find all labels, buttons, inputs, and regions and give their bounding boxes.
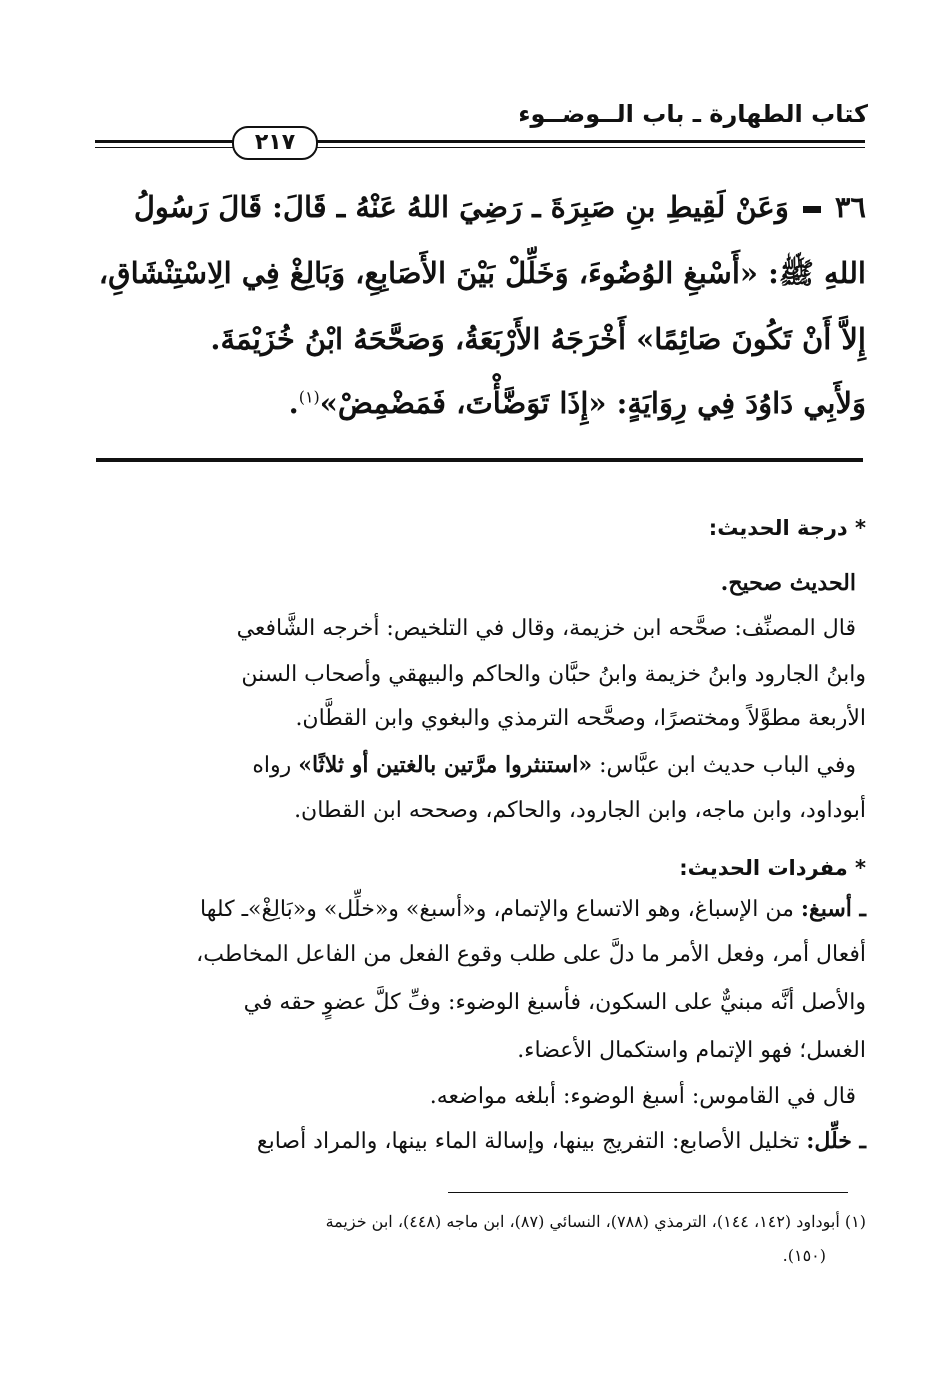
hadith-line-4-text: وَلأَبِي دَاوُدَ فِي رِوَايَةٍ: «إِذَا تَوَضَّأْتَ، فَمَضْمِضْ» — [319, 386, 866, 420]
header-rule-thin — [95, 147, 865, 148]
footnote-line: (١) أبوداود (١٤٢، ١٤٤)، الترمذي (٧٨٨)، النسائي (٨٧)، ابن ماجه (٤٤٨)، ابن خزيمة — [325, 1212, 866, 1231]
vocab-entry-khallil — [257, 1128, 866, 1154]
hadith-line — [134, 190, 866, 224]
hadith-line-3: إِلاَّ أَنْ تَكُونَ صَائِمًا» أَخْرَجَهُ الأَرْبَعَةُ، وَصَحَّحَهُ ابْنُ خُزَيْمَةَ. — [210, 322, 866, 356]
footnote-line: (١٥٠). — [782, 1246, 826, 1265]
running-head: كتاب الطهارة ـ باب الــوضــوء — [518, 100, 868, 128]
grade-line: الأربعة مطوَّلاً ومختصرًا، وصحَّحه الترمذي والبغوي وابن القطَّان. — [295, 706, 866, 731]
bab-intro: وفي الباب حديث ابن عبَّاس: — [592, 753, 856, 778]
grade-verdict: الحديث صحيح. — [720, 570, 856, 596]
hadith-line-2: اللهِ ﷺ: «أَسْبغِ الوُضُوءَ، وَخَلِّلْ بَيْنَ الأَصَابِعِ، وَبَالِغْ فِي الِاسْتِنْشَاقِ، — [98, 256, 866, 290]
vocab-line: الغسل؛ فهو الإتمام واستكمال الأعضاء. — [517, 1038, 866, 1063]
vocab-heading: * مفردات الحديث: — [679, 856, 866, 880]
bab-quote: «استنثروا مرَّتين بالغتين أو ثلاثًا» — [298, 752, 593, 778]
grade-line: قال المصنِّف: صحَّحه ابن خزيمة، وقال في التلخيص: أخرجه الشَّافعي — [236, 616, 856, 641]
vocab-term: ـ خلِّل: — [806, 1128, 866, 1154]
vocab-entry-asbigh — [200, 896, 866, 922]
vocab-definition: تخليل الأصابع: التفريج بينها، وإسالة الماء بينها، والمراد أصابع — [256, 1129, 807, 1154]
bab-post: رواه — [252, 753, 299, 778]
page-number: ٢١٧ — [232, 126, 318, 160]
grade-heading: * درجة الحديث: — [708, 516, 866, 540]
header-rule — [95, 140, 865, 143]
section-divider — [96, 458, 863, 462]
vocab-line: والأصل أنَّه مبنيٌّ على السكون، فأسبغ الوضوء: وفِّ كلَّ عضوٍ حقه في — [243, 990, 866, 1015]
grade-line: وابنُ الجارود وابنُ خزيمة وابنُ حبَّان والحاكم والبيهقي وأصحاب السنن — [241, 662, 866, 687]
vocab-qamus: قال في القاموس: أسبغ الوضوء: أبلغه مواضعه. — [429, 1084, 856, 1109]
vocab-line: أفعال أمر، وفعل الأمر ما دلَّ على طلب وقوع الفعل من الفاعل المخاطب، — [196, 942, 866, 967]
grade-bab-line-2: أبوداود، وابن ماجه، وابن الجارود، والحاكم، وصححه ابن القطان. — [294, 798, 866, 823]
vocab-definition: من الإسباغ، وهو الاتساع والإتمام، و«أسبغ» و«خلِّل» و«بَالِغْ»ـ كلها — [200, 897, 801, 922]
hadith-line-1: وَعَنْ لَقِيطِ بنِ صَبِرَةَ ـ رَضِيَ اللهُ عَنْهُ ـ قَالَ: قَالَ رَسُولُ — [133, 190, 789, 224]
hadith-line-4 — [289, 386, 866, 420]
footnote-reference: (١) — [298, 387, 320, 407]
grade-bab-line — [252, 752, 856, 778]
hadith-number: ٣٦ — [834, 190, 866, 224]
vocab-term: ـ أسبغ: — [800, 896, 866, 922]
hadith-line-4-end: . — [288, 386, 299, 420]
hadith-number-dash — [803, 206, 821, 213]
footnote-divider — [448, 1192, 848, 1193]
